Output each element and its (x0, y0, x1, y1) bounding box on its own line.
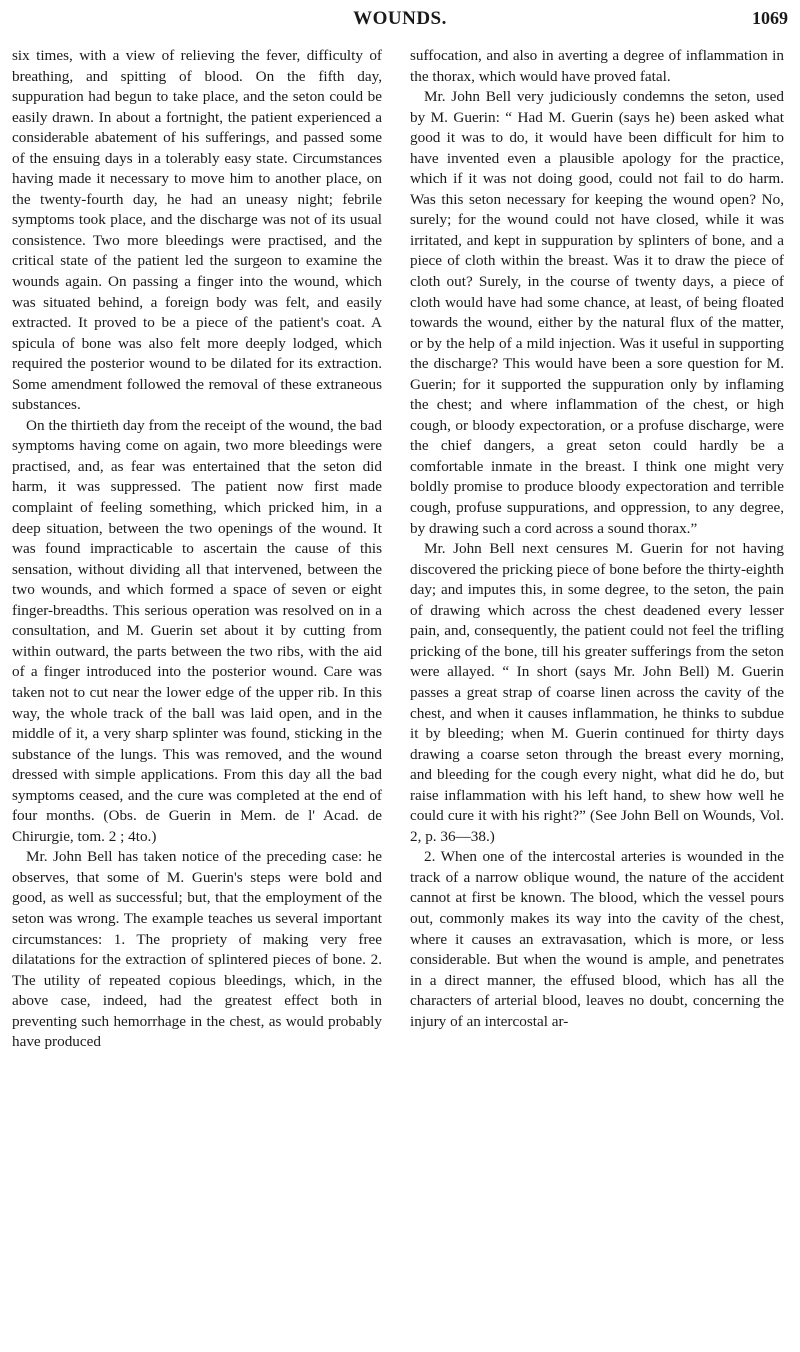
right-column (410, 46, 784, 1032)
running-head (0, 8, 800, 34)
paragraph: 2. When one of the intercostal arteries is wounded in the track of a narrow oblique wound, the nature of the accident cannot at first be known. The blood, which the vessel pours out, commonly makes its way into the cavity of the chest, where it causes an extravasation, which is more, or less considerable. But when the wound is ample, and penetrates in a direct manner, the effused blood, which has all the characters of arterial blood, leaves no doubt, concerning the injury of an intercostal ar- (410, 848, 784, 1030)
paragraph: suffocation, and also in averting a degree of inflammation in the thorax, which would have proved fatal. (410, 47, 784, 85)
paragraph: Mr. John Bell next censures M. Guerin for not having discovered the pricking piece of bone before the thirty-eighth day; and imputes this, in some degree, to the seton, the pain of drawing which across the chest deadened every lesser pain, and, consequently, the patient could not feel the trifling pricking of the bone, till his greater sufferings from the seton were allayed. “ In short (says Mr. John Bell) M. Guerin passes a great strap of coarse linen across the cavity of the chest, and when it causes inflammation, he thinks to subdue it by bleeding; when M. Guerin continued for thirty days drawing a coarse seton through the breast every morning, and bleeding for the cough every night, what did he do, but raise inflammation with his left hand, to shew how well he could cure it with his right?” (See John Bell on Wounds, Vol. 2, p. 36—38.) (410, 540, 784, 845)
left-column (12, 46, 382, 1053)
running-title: WOUNDS. (353, 8, 447, 29)
page-number: 1069 (752, 8, 788, 28)
paragraph: On the thirtieth day from the receipt of the wound, the bad symptoms having come on again, two more bleedings were practised, and, as fear was entertained that the seton did harm, it was suppressed. The patient now first made complaint of feeling something, which pricked him, in a deep situation, between the two openings of the wound. It was found impracticable to ascertain the cause of this sensation, without dividing all that intervened, between the two wounds, and which formed a space of seven or eight finger-breadths. This serious operation was resolved on in a consultation, and M. Guerin set about it by cutting from within outward, the parts between the two ribs, with the aid of a finger introduced into the posterior wound. Care was taken not to cut near the lower edge of the upper rib. In this way, the whole track of the ball was laid open, and in the middle of it, a very sharp splinter was found, sticking in the substance of the lungs. This was removed, and the wound dressed with simple applications. From this day all the bad symptoms ceased, and the cure was completed at the end of four months. (Obs. de Guerin in Mem. de l' Acad. de Chirurgie, tom. 2 ; 4to.) (12, 416, 382, 845)
paragraph: Mr. John Bell has taken notice of the preceding case: he observes, that some of M. Guerin's steps were bold and good, as well as successful; but, that the employment of the seton was wrong. The example teaches us several important circumstances: 1. The propriety of making very free dilatations for the extraction of splintered pieces of bone. 2. The utility of repeated copious bleedings, which, in the above case, indeed, had the greatest effect both in preventing such hemorrhage in the chest, as would probably have produced (12, 848, 382, 1051)
paragraph: Mr. John Bell very judiciously condemns the seton, used by M. Guerin: “ Had M. Guerin (says he) been asked what good it was to do, it would have been difficult for him to have invented even a plausible apology for the practice, which if it was not doing good, could not fail to do harm. Was this seton necessary for keeping the wound open? No, surely; for the wound could not have closed, while it was irritated, and kept in suppuration by splinters of bone, and a piece of cloth within the breast. Was it to draw the piece of cloth out? Surely, in the course of twenty days, a piece of cloth would have had some chance, at least, of being floated towards the wound, either by the natural flux of the matter, or by the help of a mild injection. Was it useful in supporting the discharge? This would have been a sore question for M. Guerin; for it supported the suppuration only by inflaming the chest; and where inflammation of the chest, or high cough, or bloody expectoration, or a profuse discharge, were the chief dangers, a great seton could hardly be a comfortable inmate in the breast. I think one might very boldly promise to produce bloody expectoration and terrible cough, profuse suppurations, and oppression, to any degree, by drawing such a cord across a sound thorax.” (410, 88, 784, 537)
paragraph: six times, with a view of relieving the fever, difficulty of breathing, and spitting of blood. On the fifth day, suppuration had begun to take place, and the seton could be easily drawn. In about a fortnight, the patient experienced a considerable abatement of his sufferings, and passed some of the ensuing days in a tolerably easy state. Circumstances having made it necessary to move him to another place, on the twenty-fourth day, he had an uneasy night; febrile symptoms took place, and the discharge was not of its usual consistence. Two more bleedings were practised, and the critical state of the patient led the surgeon to examine the wounds again. On passing a finger into the wound, which was situated behind, a foreign body was felt, and easily extracted. It proved to be a piece of the patient's coat. A spicula of bone was also felt more deeply lodged, which required the posterior wound to be dilated for its extraction. Some amendment followed the removal of these extraneous substances. (12, 47, 382, 414)
